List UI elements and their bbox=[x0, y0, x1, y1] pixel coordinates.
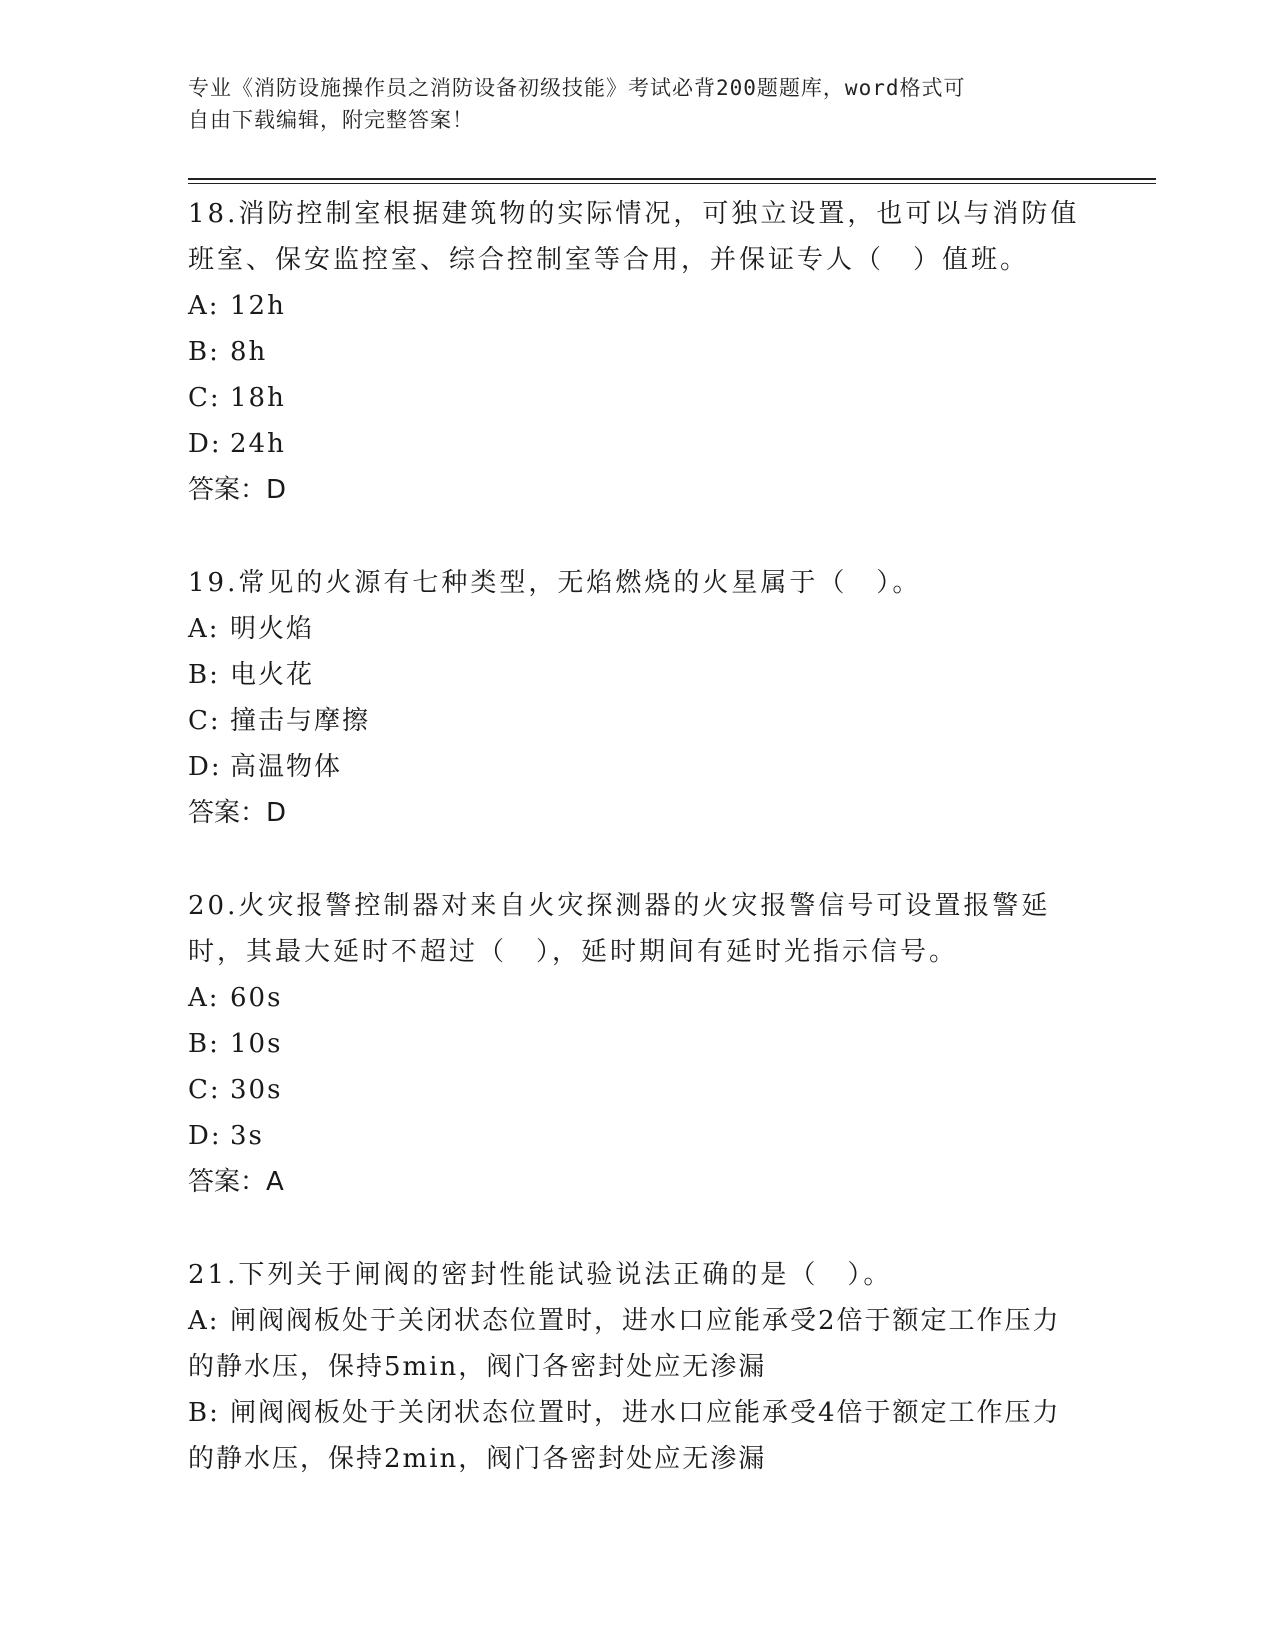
option-c bbox=[188, 698, 1088, 744]
question-19 bbox=[188, 557, 1088, 836]
option-b bbox=[188, 1021, 1088, 1067]
option-key: B: bbox=[188, 660, 220, 690]
option-text: 闸阀阀板处于关闭状态位置时，进水口应能承受2倍于额定工作压力的静水压，保持5min，阀门各密封处应无渗漏 bbox=[188, 1306, 1061, 1382]
header-divider-thin bbox=[188, 183, 1156, 184]
question-stem: 18.消防控制室根据建筑物的实际情况，可独立设置，也可以与消防值班室、保安监控室、综合控制室等合用，并保证专人（ ）值班。 bbox=[188, 199, 1080, 275]
option-text: 24h bbox=[230, 429, 286, 459]
option-text: 明火焰 bbox=[230, 614, 315, 644]
option-key: A: bbox=[188, 1306, 220, 1336]
option-text: 8h bbox=[230, 337, 268, 367]
question-stem: 19.常见的火源有七种类型，无焰燃烧的火星属于（ ）。 bbox=[188, 568, 922, 598]
option-c bbox=[188, 375, 1088, 421]
answer: 答案：D bbox=[188, 475, 287, 505]
answer: 答案：D bbox=[188, 798, 287, 828]
option-text: 60s bbox=[230, 983, 283, 1013]
question-21 bbox=[188, 1249, 1088, 1482]
answer: 答案：A bbox=[188, 1167, 284, 1197]
option-key: A: bbox=[188, 983, 220, 1013]
option-key: A: bbox=[188, 614, 220, 644]
option-text: 3s bbox=[230, 1121, 264, 1151]
option-b bbox=[188, 329, 1088, 375]
option-key: D: bbox=[188, 752, 222, 782]
question-20 bbox=[188, 880, 1088, 1205]
option-key: B: bbox=[188, 337, 220, 367]
option-key: C: bbox=[188, 383, 221, 413]
option-key: D: bbox=[188, 429, 222, 459]
option-key: B: bbox=[188, 1029, 220, 1059]
option-d bbox=[188, 421, 1088, 467]
question-stem: 20.火灾报警控制器对来自火灾探测器的火灾报警信号可设置报警延时，其最大延时不超过（ ），延时期间有延时光指示信号。 bbox=[188, 891, 1051, 967]
option-text: 电火花 bbox=[230, 660, 315, 690]
header-line-2: 自由下载编辑，附完整答案！ bbox=[188, 108, 474, 132]
option-text: 30s bbox=[230, 1075, 283, 1105]
option-c bbox=[188, 1067, 1088, 1113]
option-text: 撞击与摩擦 bbox=[230, 706, 371, 736]
option-a bbox=[188, 1298, 1088, 1390]
document-header bbox=[188, 72, 1068, 136]
option-b bbox=[188, 1390, 1088, 1482]
question-list bbox=[188, 188, 1088, 1502]
option-text: 闸阀阀板处于关闭状态位置时，进水口应能承受4倍于额定工作压力的静水压，保持2min，阀门各密封处应无渗漏 bbox=[188, 1398, 1061, 1474]
header-divider-thick bbox=[188, 178, 1156, 180]
option-key: C: bbox=[188, 1075, 221, 1105]
option-a bbox=[188, 283, 1088, 329]
option-key: D: bbox=[188, 1121, 222, 1151]
option-text: 12h bbox=[230, 291, 286, 321]
option-a bbox=[188, 606, 1088, 652]
question-18 bbox=[188, 188, 1088, 513]
option-a bbox=[188, 975, 1088, 1021]
option-text: 18h bbox=[230, 383, 286, 413]
question-stem: 21.下列关于闸阀的密封性能试验说法正确的是（ ）。 bbox=[188, 1260, 893, 1290]
header-line-1: 专业《消防设施操作员之消防设备初级技能》考试必背200题题库，word格式可 bbox=[188, 76, 966, 100]
option-d bbox=[188, 1113, 1088, 1159]
option-text: 高温物体 bbox=[230, 752, 343, 782]
option-d bbox=[188, 744, 1088, 790]
option-key: B: bbox=[188, 1398, 220, 1428]
option-key: A: bbox=[188, 291, 220, 321]
option-key: C: bbox=[188, 706, 221, 736]
option-text: 10s bbox=[230, 1029, 283, 1059]
option-b bbox=[188, 652, 1088, 698]
